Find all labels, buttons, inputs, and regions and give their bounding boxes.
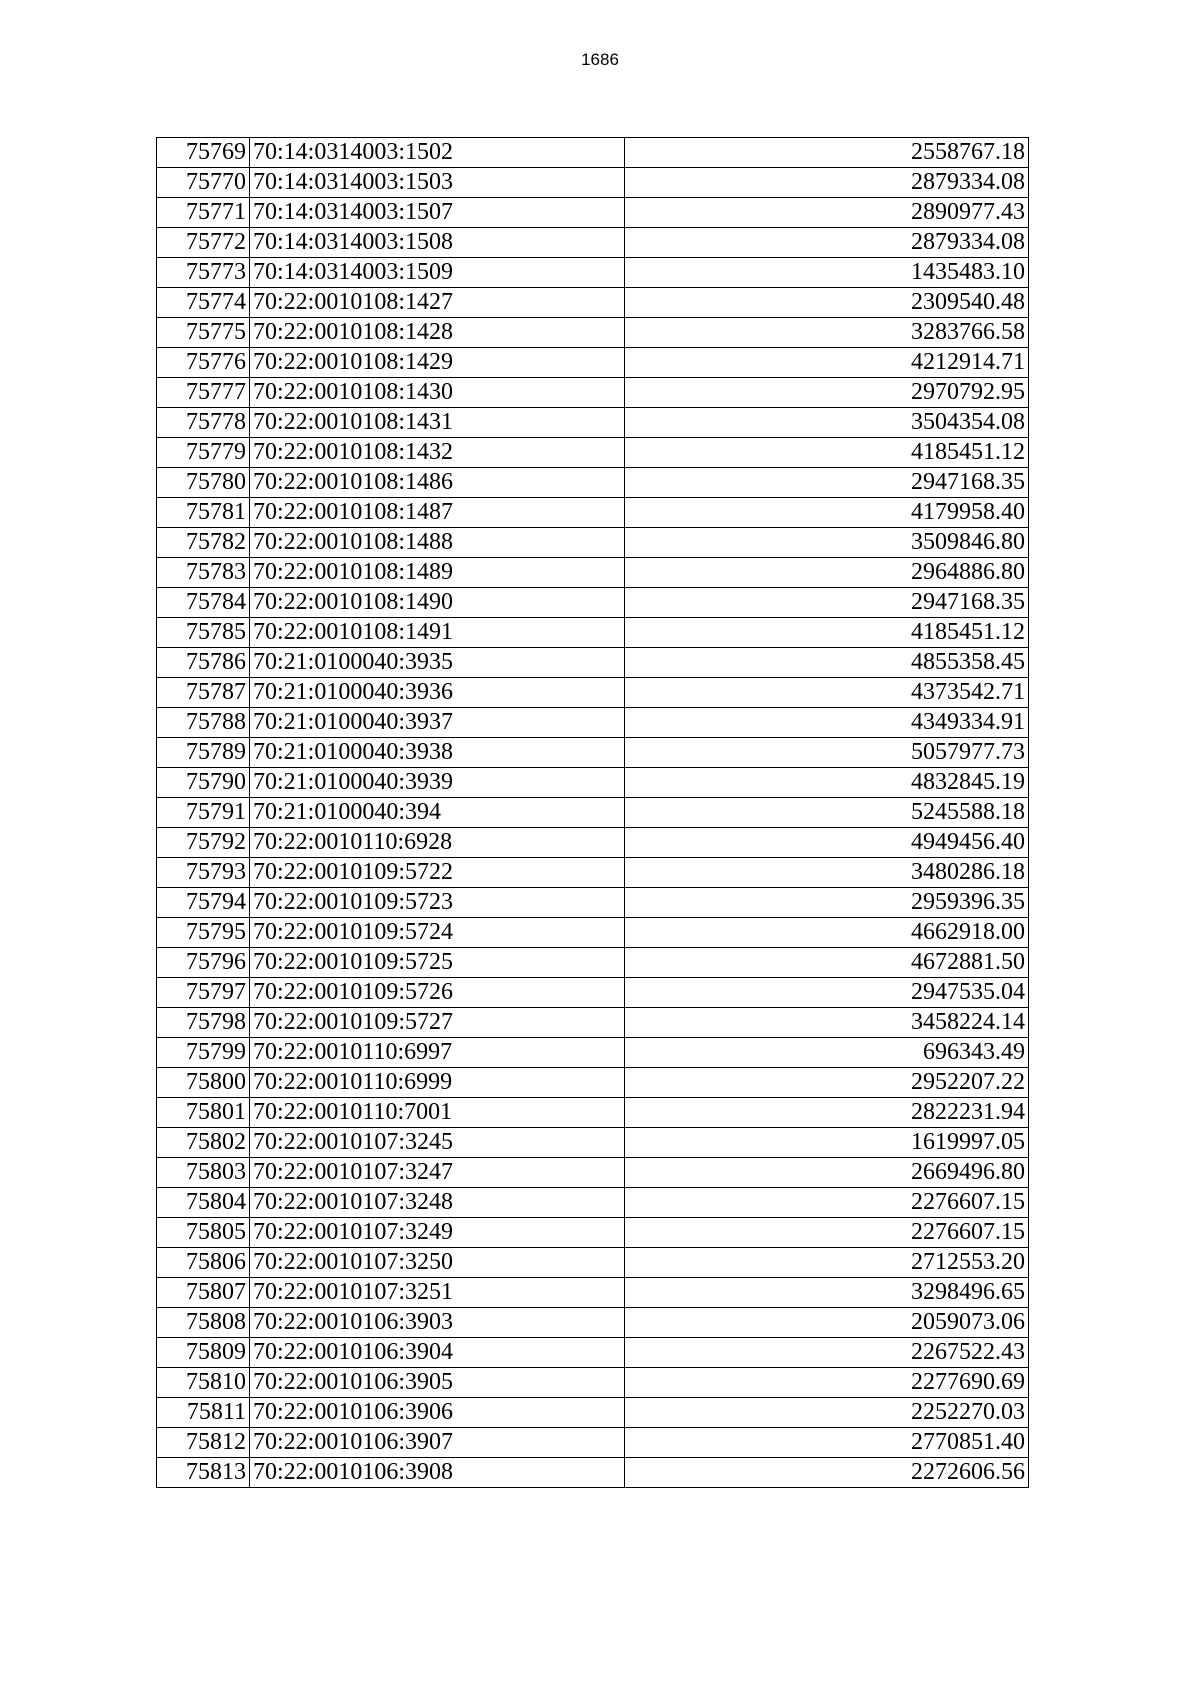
table-row (157, 978, 1029, 1008)
row-number-cell: 75774 (157, 288, 250, 318)
cadastral-value-cell: 1435483.10 (625, 258, 1029, 288)
row-number-cell: 75791 (157, 798, 250, 828)
cadastral-value-cell: 2947535.04 (625, 978, 1029, 1008)
table-row (157, 1158, 1029, 1188)
row-number-cell: 75779 (157, 438, 250, 468)
cadastral-number-cell: 70:22:0010108:1432 (250, 438, 625, 468)
row-number-cell: 75780 (157, 468, 250, 498)
row-number-cell: 75771 (157, 198, 250, 228)
cadastral-number-cell: 70:22:0010108:1427 (250, 288, 625, 318)
cadastral-value-cell: 4179958.40 (625, 498, 1029, 528)
row-number-cell: 75796 (157, 948, 250, 978)
cadastral-number-cell: 70:22:0010107:3245 (250, 1128, 625, 1158)
cadastral-value-cell: 2770851.40 (625, 1428, 1029, 1458)
cadastral-value-cell: 2879334.08 (625, 168, 1029, 198)
cadastral-value-cell: 2267522.43 (625, 1338, 1029, 1368)
cadastral-number-cell: 70:14:0314003:1507 (250, 198, 625, 228)
row-number-cell: 75777 (157, 378, 250, 408)
table-row (157, 1368, 1029, 1398)
row-number-cell: 75788 (157, 708, 250, 738)
cadastral-number-cell: 70:22:0010107:3247 (250, 1158, 625, 1188)
row-number-cell: 75798 (157, 1008, 250, 1038)
cadastral-value-cell: 2276607.15 (625, 1218, 1029, 1248)
cadastral-number-cell: 70:21:0100040:3939 (250, 768, 625, 798)
cadastral-number-cell: 70:22:0010106:3908 (250, 1458, 625, 1488)
cadastral-value-cell: 2252270.03 (625, 1398, 1029, 1428)
cadastral-value-cell: 696343.49 (625, 1038, 1029, 1068)
row-number-cell: 75769 (157, 138, 250, 168)
cadastral-number-cell: 70:21:0100040:3936 (250, 678, 625, 708)
cadastral-value-table (156, 137, 1029, 1488)
cadastral-value-cell: 4212914.71 (625, 348, 1029, 378)
cadastral-number-cell: 70:21:0100040:3938 (250, 738, 625, 768)
table-row (157, 678, 1029, 708)
table-row (157, 1098, 1029, 1128)
row-number-cell: 75776 (157, 348, 250, 378)
cadastral-number-cell: 70:22:0010108:1489 (250, 558, 625, 588)
cadastral-value-cell: 1619997.05 (625, 1128, 1029, 1158)
table-row (157, 1188, 1029, 1218)
cadastral-number-cell: 70:22:0010107:3249 (250, 1218, 625, 1248)
row-number-cell: 75772 (157, 228, 250, 258)
cadastral-number-cell: 70:22:0010109:5724 (250, 918, 625, 948)
row-number-cell: 75778 (157, 408, 250, 438)
cadastral-number-cell: 70:22:0010109:5725 (250, 948, 625, 978)
table-row (157, 1218, 1029, 1248)
table-row (157, 888, 1029, 918)
row-number-cell: 75812 (157, 1428, 250, 1458)
row-number-cell: 75805 (157, 1218, 250, 1248)
row-number-cell: 75806 (157, 1248, 250, 1278)
table-row (157, 258, 1029, 288)
cadastral-value-cell: 4855358.45 (625, 648, 1029, 678)
cadastral-value-cell: 3298496.65 (625, 1278, 1029, 1308)
cadastral-number-cell: 70:22:0010106:3907 (250, 1428, 625, 1458)
cadastral-value-cell: 3458224.14 (625, 1008, 1029, 1038)
row-number-cell: 75789 (157, 738, 250, 768)
table-row (157, 1128, 1029, 1158)
cadastral-number-cell: 70:22:0010108:1487 (250, 498, 625, 528)
row-number-cell: 75810 (157, 1368, 250, 1398)
row-number-cell: 75793 (157, 858, 250, 888)
cadastral-number-cell: 70:22:0010110:6999 (250, 1068, 625, 1098)
table-row (157, 558, 1029, 588)
table-row (157, 318, 1029, 348)
table-row (157, 288, 1029, 318)
cadastral-value-cell: 2947168.35 (625, 468, 1029, 498)
table-row (157, 438, 1029, 468)
table-row (157, 468, 1029, 498)
row-number-cell: 75802 (157, 1128, 250, 1158)
row-number-cell: 75801 (157, 1098, 250, 1128)
row-number-cell: 75807 (157, 1278, 250, 1308)
cadastral-value-cell: 4662918.00 (625, 918, 1029, 948)
cadastral-value-cell: 5245588.18 (625, 798, 1029, 828)
cadastral-number-cell: 70:22:0010106:3903 (250, 1308, 625, 1338)
cadastral-number-cell: 70:22:0010110:7001 (250, 1098, 625, 1128)
table-row (157, 918, 1029, 948)
cadastral-number-cell: 70:21:0100040:3937 (250, 708, 625, 738)
table-row (157, 498, 1029, 528)
row-number-cell: 75813 (157, 1458, 250, 1488)
row-number-cell: 75775 (157, 318, 250, 348)
row-number-cell: 75808 (157, 1308, 250, 1338)
cadastral-value-cell: 2309540.48 (625, 288, 1029, 318)
cadastral-number-cell: 70:22:0010106:3905 (250, 1368, 625, 1398)
table-row (157, 1278, 1029, 1308)
cadastral-value-cell: 2959396.35 (625, 888, 1029, 918)
page-number: 1686 (581, 50, 619, 69)
row-number-cell: 75781 (157, 498, 250, 528)
cadastral-number-cell: 70:21:0100040:394 (250, 798, 625, 828)
cadastral-value-cell: 2669496.80 (625, 1158, 1029, 1188)
table-row (157, 408, 1029, 438)
table-row (157, 798, 1029, 828)
cadastral-number-cell: 70:14:0314003:1503 (250, 168, 625, 198)
cadastral-value-cell: 2947168.35 (625, 588, 1029, 618)
cadastral-number-cell: 70:22:0010108:1490 (250, 588, 625, 618)
row-number-cell: 75797 (157, 978, 250, 1008)
cadastral-value-cell: 2712553.20 (625, 1248, 1029, 1278)
cadastral-number-cell: 70:22:0010106:3904 (250, 1338, 625, 1368)
cadastral-number-cell: 70:22:0010108:1488 (250, 528, 625, 558)
row-number-cell: 75800 (157, 1068, 250, 1098)
table-row (157, 1308, 1029, 1338)
cadastral-value-cell: 2952207.22 (625, 1068, 1029, 1098)
cadastral-value-cell: 2964886.80 (625, 558, 1029, 588)
table-row (157, 1398, 1029, 1428)
cadastral-number-cell: 70:22:0010109:5723 (250, 888, 625, 918)
cadastral-value-cell: 2276607.15 (625, 1188, 1029, 1218)
row-number-cell: 75811 (157, 1398, 250, 1428)
row-number-cell: 75799 (157, 1038, 250, 1068)
cadastral-number-cell: 70:22:0010109:5726 (250, 978, 625, 1008)
row-number-cell: 75787 (157, 678, 250, 708)
cadastral-value-cell: 2970792.95 (625, 378, 1029, 408)
cadastral-value-cell: 3283766.58 (625, 318, 1029, 348)
cadastral-value-cell: 2822231.94 (625, 1098, 1029, 1128)
row-number-cell: 75809 (157, 1338, 250, 1368)
cadastral-value-cell: 3504354.08 (625, 408, 1029, 438)
table-row (157, 708, 1029, 738)
cadastral-number-cell: 70:22:0010106:3906 (250, 1398, 625, 1428)
table-row (157, 648, 1029, 678)
cadastral-number-cell: 70:22:0010108:1429 (250, 348, 625, 378)
table-row (157, 738, 1029, 768)
cadastral-number-cell: 70:14:0314003:1508 (250, 228, 625, 258)
table-row (157, 1428, 1029, 1458)
table-row (157, 948, 1029, 978)
cadastral-number-cell: 70:22:0010108:1428 (250, 318, 625, 348)
cadastral-value-cell: 5057977.73 (625, 738, 1029, 768)
cadastral-value-cell: 4349334.91 (625, 708, 1029, 738)
cadastral-number-cell: 70:14:0314003:1502 (250, 138, 625, 168)
row-number-cell: 75803 (157, 1158, 250, 1188)
table-row (157, 348, 1029, 378)
row-number-cell: 75804 (157, 1188, 250, 1218)
table-row (157, 588, 1029, 618)
cadastral-number-cell: 70:22:0010108:1491 (250, 618, 625, 648)
table-row (157, 1248, 1029, 1278)
table-row (157, 528, 1029, 558)
row-number-cell: 75785 (157, 618, 250, 648)
table-row (157, 768, 1029, 798)
cadastral-value-cell: 3509846.80 (625, 528, 1029, 558)
table-row (157, 138, 1029, 168)
cadastral-value-cell: 4672881.50 (625, 948, 1029, 978)
cadastral-value-cell: 4373542.71 (625, 678, 1029, 708)
table-row (157, 1038, 1029, 1068)
cadastral-number-cell: 70:22:0010107:3251 (250, 1278, 625, 1308)
cadastral-value-cell: 2879334.08 (625, 228, 1029, 258)
cadastral-number-cell: 70:22:0010110:6928 (250, 828, 625, 858)
cadastral-number-cell: 70:22:0010110:6997 (250, 1038, 625, 1068)
cadastral-number-cell: 70:22:0010108:1486 (250, 468, 625, 498)
cadastral-number-cell: 70:22:0010108:1431 (250, 408, 625, 438)
cadastral-value-cell: 2272606.56 (625, 1458, 1029, 1488)
cadastral-number-cell: 70:22:0010108:1430 (250, 378, 625, 408)
cadastral-value-cell: 4185451.12 (625, 618, 1029, 648)
table-row (157, 228, 1029, 258)
row-number-cell: 75770 (157, 168, 250, 198)
table-body (157, 138, 1029, 1488)
cadastral-value-cell: 4185451.12 (625, 438, 1029, 468)
cadastral-number-cell: 70:22:0010109:5727 (250, 1008, 625, 1038)
row-number-cell: 75783 (157, 558, 250, 588)
row-number-cell: 75794 (157, 888, 250, 918)
row-number-cell: 75792 (157, 828, 250, 858)
table-row (157, 858, 1029, 888)
cadastral-number-cell: 70:14:0314003:1509 (250, 258, 625, 288)
row-number-cell: 75782 (157, 528, 250, 558)
row-number-cell: 75795 (157, 918, 250, 948)
table-row (157, 828, 1029, 858)
cadastral-value-cell: 4832845.19 (625, 768, 1029, 798)
cadastral-value-cell: 2890977.43 (625, 198, 1029, 228)
row-number-cell: 75773 (157, 258, 250, 288)
row-number-cell: 75786 (157, 648, 250, 678)
cadastral-value-cell: 2059073.06 (625, 1308, 1029, 1338)
cadastral-value-cell: 3480286.18 (625, 858, 1029, 888)
table-row (157, 1458, 1029, 1488)
cadastral-number-cell: 70:22:0010107:3248 (250, 1188, 625, 1218)
table-row (157, 1008, 1029, 1038)
cadastral-value-cell: 4949456.40 (625, 828, 1029, 858)
row-number-cell: 75790 (157, 768, 250, 798)
cadastral-value-cell: 2558767.18 (625, 138, 1029, 168)
row-number-cell: 75784 (157, 588, 250, 618)
table-row (157, 1338, 1029, 1368)
cadastral-number-cell: 70:21:0100040:3935 (250, 648, 625, 678)
table-row (157, 378, 1029, 408)
table-row (157, 618, 1029, 648)
cadastral-number-cell: 70:22:0010107:3250 (250, 1248, 625, 1278)
table-row (157, 168, 1029, 198)
cadastral-value-cell: 2277690.69 (625, 1368, 1029, 1398)
table-row (157, 1068, 1029, 1098)
table-row (157, 198, 1029, 228)
cadastral-number-cell: 70:22:0010109:5722 (250, 858, 625, 888)
